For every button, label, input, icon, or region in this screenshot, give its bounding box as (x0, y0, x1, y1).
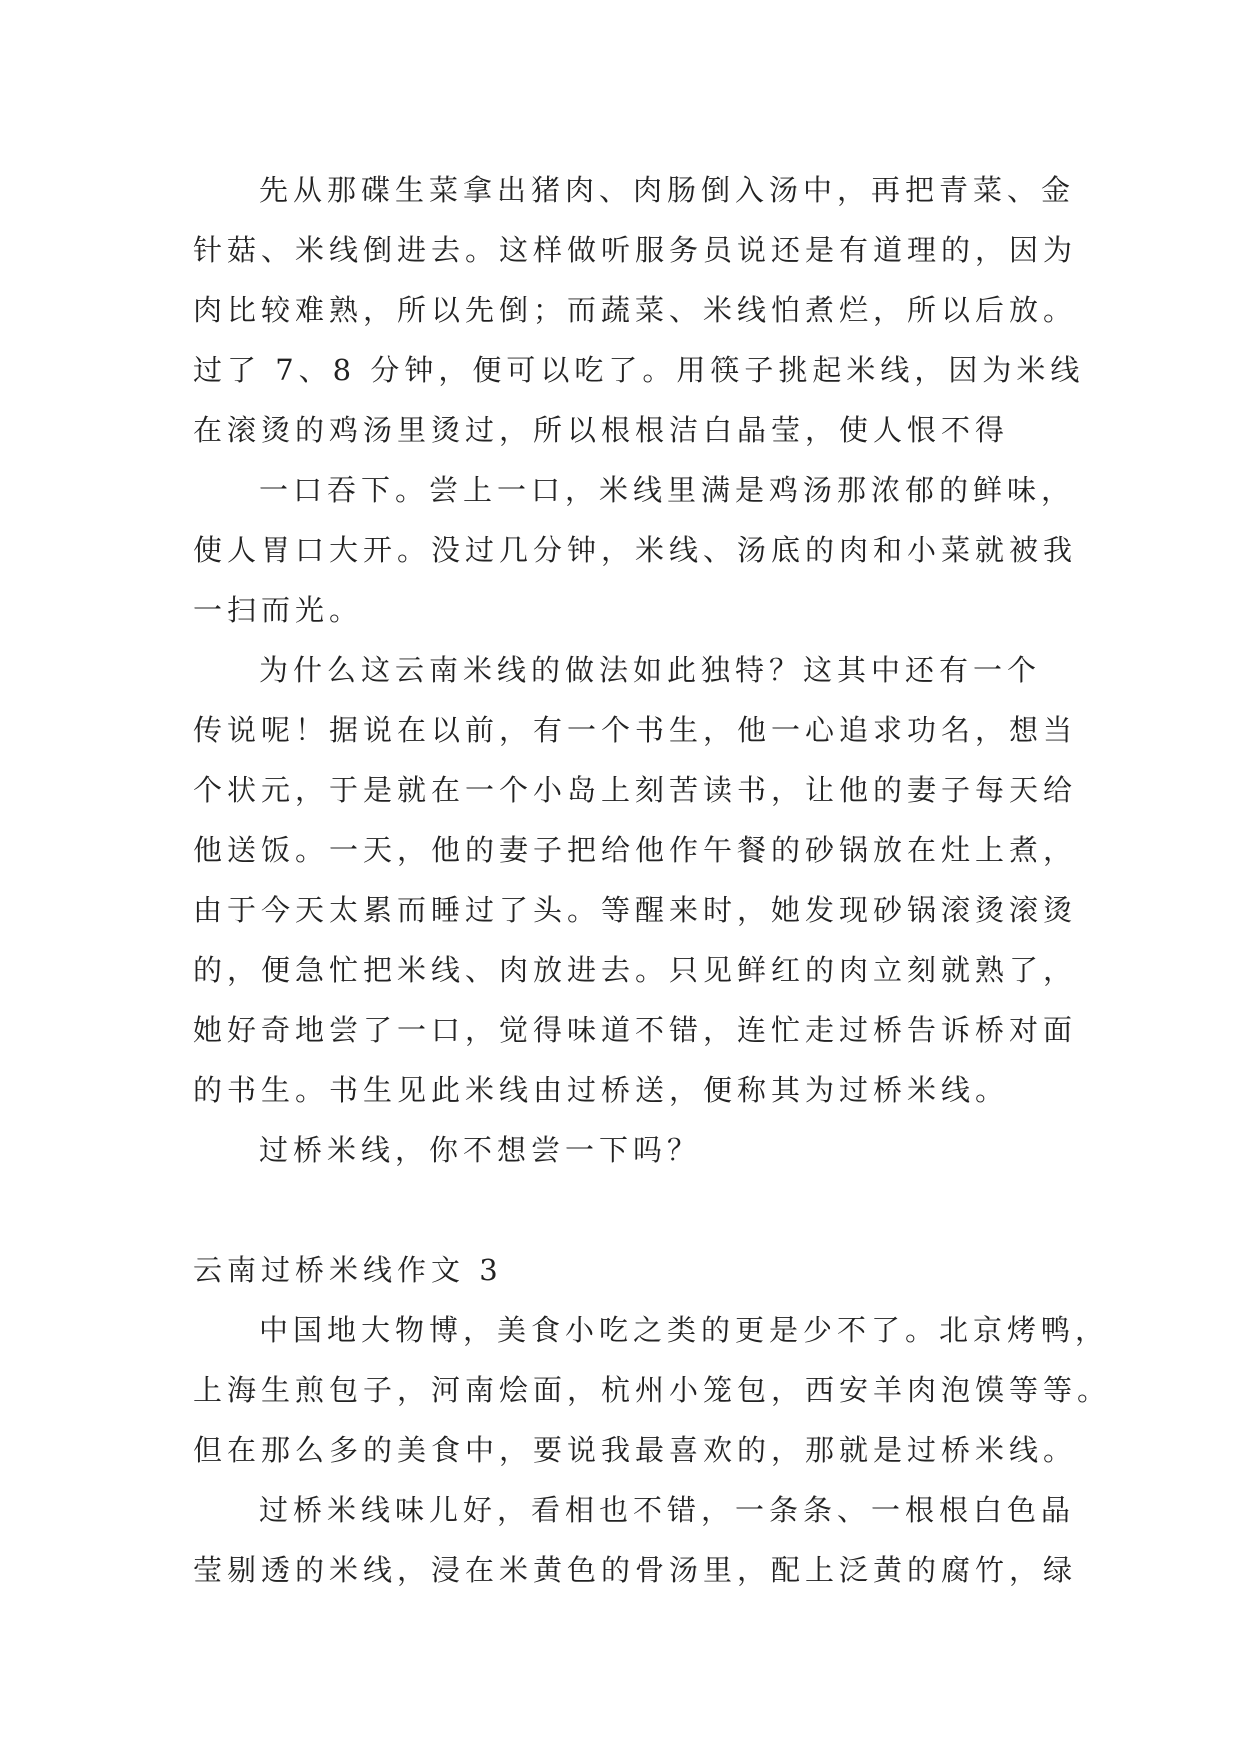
paragraph-line: 但在那么多的美食中，要说我最喜欢的，那就是过桥米线。 (193, 1433, 1078, 1467)
paragraph-line: 一口吞下。尝上一口，米线里满是鸡汤那浓郁的鲜味， (259, 473, 1076, 507)
paragraph-line: 使人胃口大开。没过几分钟，米线、汤底的肉和小菜就被我 (193, 533, 1078, 567)
paragraph-line: 他送饭。一天，他的妻子把给他作午餐的砂锅放在灶上煮， (193, 833, 1078, 867)
paragraph-line: 过桥米线味儿好，看相也不错，一条条、一根根白色晶 (259, 1493, 1076, 1527)
paragraph-line: 肉比较难熟，所以先倒；而蔬菜、米线怕煮烂，所以后放。 (193, 293, 1078, 327)
paragraph-line: 莹剔透的米线，浸在米黄色的骨汤里，配上泛黄的腐竹，绿 (193, 1553, 1078, 1587)
paragraph-line: 她好奇地尝了一口，觉得味道不错，连忙走过桥告诉桥对面 (193, 1013, 1078, 1047)
section-title: 云南过桥米线作文 3 (193, 1253, 503, 1287)
paragraph-line: 在滚烫的鸡汤里烫过，所以根根洁白晶莹，使人恨不得 (193, 413, 1010, 447)
paragraph-line: 的书生。书生见此米线由过桥送，便称其为过桥米线。 (193, 1073, 1010, 1107)
paragraph-line: 传说呢！据说在以前，有一个书生，他一心追求功名，想当 (193, 713, 1078, 747)
paragraph-line: 过了 7、8 分钟，便可以吃了。用筷子挑起米线，因为米线 (193, 353, 1085, 387)
paragraph-line: 个状元，于是就在一个小岛上刻苦读书，让他的妻子每天给 (193, 773, 1078, 807)
document-body (193, 160, 1112, 1600)
paragraph-6 (193, 1480, 1078, 1600)
paragraph-line: 过桥米线，你不想尝一下吗？ (259, 1133, 702, 1167)
paragraph-line: 中国地大物博，美食小吃之类的更是少不了。北京烤鸭， (259, 1313, 1110, 1347)
paragraph-3 (193, 640, 1078, 1120)
paragraph-line: 先从那碟生菜拿出猪肉、肉肠倒入汤中，再把青菜、金 (259, 173, 1076, 207)
paragraph-line: 上海生煎包子，河南烩面，杭州小笼包，西安羊肉泡馍等等。 (193, 1373, 1112, 1407)
paragraph-line: 一扫而光。 (193, 593, 364, 627)
paragraph-line: 由于今天太累而睡过了头。等醒来时，她发现砂锅滚烫滚烫 (193, 893, 1078, 927)
paragraph-5 (193, 1300, 1112, 1480)
paragraph-4 (193, 1120, 1073, 1180)
section-spacer (193, 1180, 1073, 1240)
paragraph-line: 的，便急忙把米线、肉放进去。只见鲜红的肉立刻就熟了， (193, 953, 1078, 987)
paragraph-1 (193, 160, 1085, 460)
paragraph-2 (193, 460, 1078, 640)
paragraph-line: 为什么这云南米线的做法如此独特？这其中还有一个 (259, 653, 1042, 687)
paragraph-line: 针菇、米线倒进去。这样做听服务员说还是有道理的，因为 (193, 233, 1078, 267)
